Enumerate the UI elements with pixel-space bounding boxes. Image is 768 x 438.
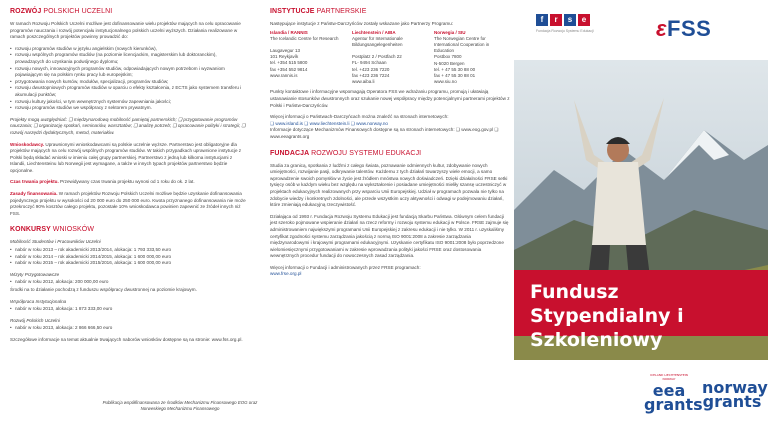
coop-title: Współpraca Instytucjonalna: [10, 298, 67, 304]
dev-title: Rozwój Polskich Uczelni: [10, 317, 60, 323]
mobility-title: Mobilność Studentów i Pracowników Uczelni: [10, 239, 101, 245]
logo-bar: [514, 0, 768, 58]
list-item: • nabór w roku 2015 – rok akademicki 2015/2016, alokacja: 1 600 000,00 euro: [10, 260, 246, 267]
prep-note: Środki na to działanie pochodzą z funduszu współpracy dwustronnej na poziomie krajowym.: [10, 287, 197, 292]
partners-grid: [270, 30, 510, 86]
dev-list: [10, 325, 246, 332]
partner-norway: Norwegia / SIU The Norwegian Centre for International Cooperation in Education Postbox 7800 N-5020 Bergen tel. + 47 55 30 88 00 fax + 47 55 30 88 01 www.siu.no: [434, 29, 490, 85]
intro-paragraph: W ramach Rozwoju Polskich Uczelni możliwe jest dofinansowanie wielu projektów mających na celu opracowanie programów nauczania i rozwój potencjału instytucjonalnego polskich uczelni wyższych. Działania realizowane w ramach poszczególnych projektów powinny prowadzić do:: [10, 21, 241, 40]
fss-logo: ɛFSS: [656, 16, 712, 41]
section-heading-instytucje: INSTYTUCJE PARTNERSKIE: [270, 8, 367, 15]
list-item: • rozwoju programów studiów w języku angielskim (nowych kierunków),: [10, 46, 246, 53]
frse-paragraph-2: Działająca od 1993 r. Fundacja Rozwoju Systemu Edukacji jest fundacją Skarbu Państwa. Głównym celem fundacji jest szeroko pojmowane wspieranie działań na rzecz reformy i rozwoju systemu edukacji w Polsce. FRSE zajmuje się administrowaniem największymi programami Unii Europejskiej z zakresu edukacji i nie tylko. W 2011 r. uzyskaliśmy certyfikat zgodności systemu zarządzania jakością z normą ISO 9001:2008 a zakresie zarządzania międzynarodowymi i krajowymi programami edukacyjnymi. Uzyskanie certyfikatu ISO 9001:2008 było poprzedzone wielomiesięcznymi przygotowaniami w zakresie wprowadzania polityki jakości FRSE oraz dostosowania wewnętrznych procedur fundacji do nowoczesnych zasad zarządzania.: [270, 213, 509, 259]
list-item: • nabór w roku 2013, alokacja: 1 873 333,00 euro: [10, 306, 246, 313]
cover-title: Fundusz Stypendialny i Szkoleniowy: [530, 281, 684, 351]
section-heading-fundacja: FUNDACJA ROZWOJU SYSTEMU EDUKACJI: [270, 149, 422, 157]
mechanism-links[interactable]: Informacje dotyczące Mechanizmów Finansowych dostępne są na stronach internetowych: ❑ www.eog.gov.pl ❑ www.eeagrants.org: [270, 127, 499, 139]
section-heading-konkursy: KONKURSY WNIOSKÓW: [10, 226, 95, 234]
applicants-paragraph: Wnioskodawcy. Uprawnionymi wnioskodawcami są polskie uczelnie wyższe. Partnerstwo jest obligatoryjne dla projektów mających na celu rozwój wspólnych programów studiów. W takich przypadkach uprawnione instytucje z Polski będą składać wnioski w imieniu całej grupy partnerskiej. Partnerstwo z jedną lub kilkoma instytucjami z Islandii, Liechtensteinu lub Norwegii jest wymagane, a także w innych typach projektów partnerstwo będzie opcjonalne.: [10, 141, 242, 173]
title-box: [514, 270, 768, 351]
list-item: • nabór w roku 2013, alokacja: 2 866 666,50 euro: [10, 325, 246, 332]
list-item: • nabór w roku 2012, alokacja: 200 000,00 euro: [10, 279, 246, 286]
list-item: • rozwoju kultury jakości, w tym wewnętrznych systemów zapewniania jakości;: [10, 99, 246, 106]
list-item: • nabór w roku 2014 – rok akademicki 2014/2015, alokacja: 1 600 000,00 euro: [10, 254, 246, 261]
duration-paragraph: Czas trwania projektu. Przewidywany czas trwania projektu wynosi od 1 roku do ok. 2 lat.: [10, 179, 195, 185]
prep-list: [10, 279, 246, 286]
donor-links[interactable]: ❑ www.island.is ❑ www.liechtenstein.li ❑ www.norway.no: [270, 120, 388, 126]
goals-list: [10, 46, 246, 112]
donor-info-paragraph: Więcej informacji o Państwach-Darczyńcach można znaleźć na stronach internetowych:: [270, 114, 449, 120]
partners-intro: Następujące instytucje z Państw-Darczyńców zostały wskazane jako Partnerzy Programu:: [270, 21, 454, 26]
norway-grants-logo: norway grants: [702, 377, 768, 411]
cover-panel: [514, 0, 768, 438]
bottom-logos: [514, 360, 768, 438]
prep-title: Wizyty Przygotowawcze: [10, 271, 60, 277]
publication-note: Publikacja współfinansowana ze środków Mechanizmu Finansowego EOG oraz Norweskiego Mechanizmu Finansowego: [102, 400, 258, 411]
projects-paragraph: Projekty mogą uwzględniać: ❑ międzynarodową mobilność pamiętaj partnerskich; ❑ przygotowanie programów nauczania; ❑ organizację spotkań, seminariów, warsztatów; ❑ analizę potrzeb; ❑ opracowanie polityki i strategii; ❑ rozwój narzędzi dydaktycznych, metod, materiałów.: [10, 116, 246, 135]
list-item: • rozwoju dwustopniowych programów studiów w oparciu o efekty kształcenia, z ECTS jako systemem transferu i akumulacji punktów;: [10, 85, 246, 98]
eea-grants-logo: ICELAND LIECHTENSTEIN NORWAY eea grants: [644, 373, 703, 414]
list-item: • rozwoju nowych, innowacyjnych programów studiów, odpowiadających nowym potrzebom i wyzwaniom pojawiającym się na polskim rynku pracy lub europejskim;: [10, 66, 246, 79]
partner-iceland: Islandia / RANNIS The Icelandic Centre for Research Laugavegur 13 101 Reykjavík tel. +354 515 5800 fax +354 552 9814 www.rannis.is: [270, 29, 339, 78]
frse-logo: f r s e Fundacja Rozwoju Systemu Edukacji: [536, 15, 594, 33]
frse-more-info: Więcej informacji o Fundacji i administrowanych przez FRSE programach:: [270, 264, 421, 270]
frse-paragraph-1: Studia za granicą, spotkania z ludźmi z całego świata, poznawanie odmiennych kultur, zdobywanie nowych umiejętności, rozwijanie pasji, odkrywanie talentów. Każdemu z tych działań towarzyszy wiele emocji, a samo wprowadzenie swoich pomysłów w życie jest źródłem mnóstwa nowych doświadczeń. Dzięki działalności FRSE setki tysięcy osób w każdym wieku bez względu na wykształcenie i posiadane umiejętności mieliły szansę uczestniczyć w projektach edukacyjnych realizowanych przy wsparciu Unii Europejskiej. Udział w programach pozwala nie tylko na zdobycie wiedzy i konkretnych zdolności, ale przede wszystkim uczy aktywności i odwagi w podejmowaniu działań, które zmieniają edukacyjną rzeczywistość.: [270, 162, 508, 208]
list-item: • przygotowania nowych kursów, modułów, specjalizacji, programów studiów;: [10, 79, 246, 86]
partner-liechtenstein: Liechtenstein / AIBA Agentur für Internationale Bildungsangelegenheiten Postplatz 2 / Postfach 22 FL- 9494 Schaan tel. +423 236 7220 fax +423 236 7224 www.aiba.li: [352, 29, 403, 85]
more-info-paragraph: Szczegółowe informacje na temat aktualnie trwających naborów wniosków dostępne są na stronie: www.fss.org.pl.: [10, 336, 243, 342]
contact-points-paragraph: Punkty kontaktowe i informacyjne wspomagają Operatora FSS we wdrażaniu programu, promują i ułatwiają ustanawianie stosunków dwustronnych oraz szukanie nowej współpracy między potencjalnymi partnerami projektów z Polski i Państw-Darczyńców.: [270, 89, 510, 108]
column-rozwoj: [0, 0, 254, 438]
column-instytucje: [266, 0, 514, 438]
funding-paragraph: Zasady finansowania. W ramach projektów Rozwoju Polskich Uczelni możliwe będzie uzyskanie dofinansowania pojedynczego projektu w wysokości od 20 000 euro do 250 000 euro. Kwota przyznanego dofinansowania nie może przekroczyć 90% kosztów całego projektu, pozostałe 10% wnioskodawca powinien zapewnić ze źródeł innych niż FSS.: [10, 191, 246, 216]
section-heading-rozwoj: ROZWÓJ POLSKICH UCZELNI: [10, 8, 113, 15]
list-item: • rozwoju wspólnych programów studiów (na poziomie licencjackim, magisterskim lub doktoranckim), prowadzących do uzyskania podwójnego dyplomu;: [10, 52, 246, 65]
mobility-list: [10, 247, 246, 267]
list-item: • rozwoju programów studiów we współpracy z sektorem prywatnym.: [10, 105, 246, 112]
frse-link[interactable]: www.frse.org.pl: [270, 271, 302, 277]
list-item: • nabór w roku 2013 – rok akademicki 2013/2014, alokacja: 1 793 333,50 euro: [10, 247, 246, 254]
coop-list: [10, 306, 246, 313]
